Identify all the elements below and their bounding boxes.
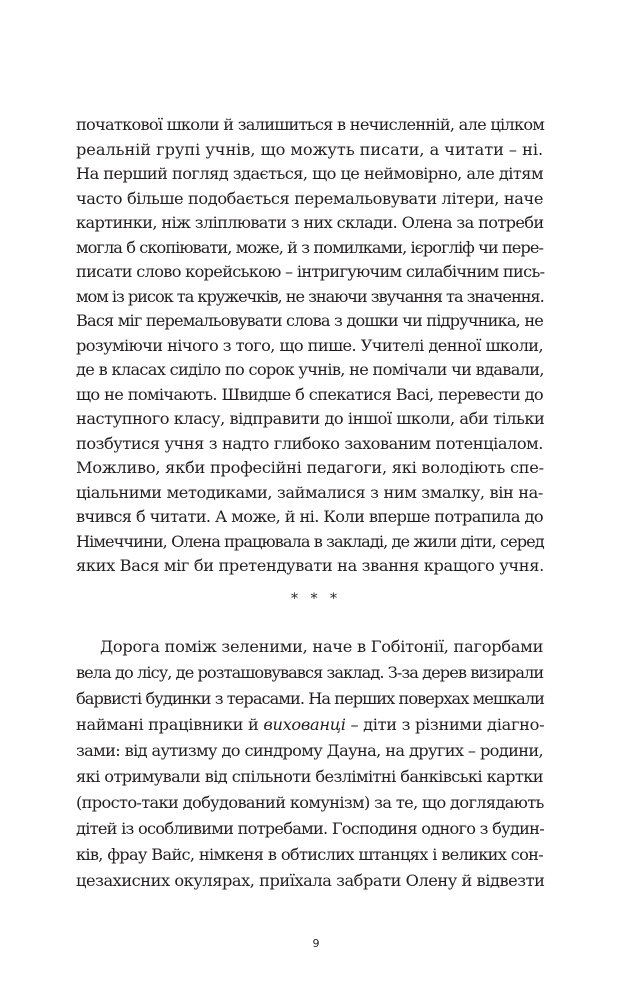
text-line: позбутися учня з надто глибоко захованим потенціалом.: [76, 433, 543, 453]
text-line: де в класах сиділо по сорок учнів, не помічали чи вдавали,: [76, 360, 544, 379]
text-line: Дорога поміж зеленими, наче в Гобітонії, пагорбами: [100, 637, 544, 656]
italic-word: вихованці: [263, 715, 346, 734]
text-line: початкової школи й залишиться в нечисленній, але цілком: [76, 115, 545, 134]
text-line: картинки, ніж зліплювати з них склади. Олена за потреби: [76, 213, 544, 232]
text-line: барвисті будинки з терасами. На перших поверхах мешкали: [76, 689, 544, 708]
text-line: дітей із особливими потребами. Господиня одного з будин-: [76, 819, 544, 838]
text-line: що не помічають. Швидше б спекатися Васі, перевести до: [76, 384, 543, 404]
text-line: Можливо, якби професійні педагоги, які володіють спе-: [76, 458, 544, 477]
text-line: писати слово корейською – інтригуючим силабічним пись-: [76, 262, 545, 281]
text-segment: наймані працівники й: [76, 715, 264, 734]
section-separator: * * *: [291, 591, 341, 607]
text-line: ків, фрау Вайс, німкеня в обтислих штанцях і великих сон-: [76, 845, 543, 864]
text-line: яких Вася міг би претендувати на звання кращого учня.: [76, 556, 544, 575]
text-line: вела до лісу, де розташовувався заклад. З-за дерев визирали: [76, 663, 544, 682]
text-line: Вася міг перемальовувати слова з дошки чи підручника, не: [76, 311, 543, 330]
page-number: 9: [312, 937, 320, 950]
text-line: На перший погляд здається, що це неймовірно, але дітям: [76, 164, 543, 183]
text-line: цезахисних окулярах, приїхала забрати Олену й відвезти: [76, 871, 545, 890]
text-line: які отримували від спільноти безлімітні банківські картки: [76, 767, 543, 786]
text-line: [76, 712, 543, 738]
text-line: мом із рисок та кружечків, не знаючи звучання та значення.: [76, 286, 544, 306]
text-segment: – діти з різними діагно-: [345, 715, 545, 734]
text-line: часто більше подобається перемальовувати літери, наче: [76, 188, 543, 208]
text-line: (просто-таки добудований комунізм) за те, що доглядають: [76, 793, 544, 812]
text-line: могла б скопіювати, може, й з помилками, ієрогліф чи пере-: [76, 237, 543, 257]
text-line: реальній групі учнів, що можуть писати, а читати – ні.: [76, 139, 544, 159]
text-line: ціальними методиками, займалися з ним змалку, він на-: [76, 482, 543, 502]
text-line: наступного класу, відправити до іншої школи, аби тільки: [76, 409, 545, 428]
text-line: вчився б читати. А може, й ні. Коли вперше потрапила до: [76, 507, 543, 526]
text-line: Німеччини, Олена працювала в закладі, де жили діти, серед: [76, 531, 544, 551]
text-line: розуміючи нічого з того, що пише. Учителі денної школи,: [76, 335, 543, 355]
text-line: зами: від аутизму до синдрому Дауна, на других – родини,: [76, 741, 543, 760]
